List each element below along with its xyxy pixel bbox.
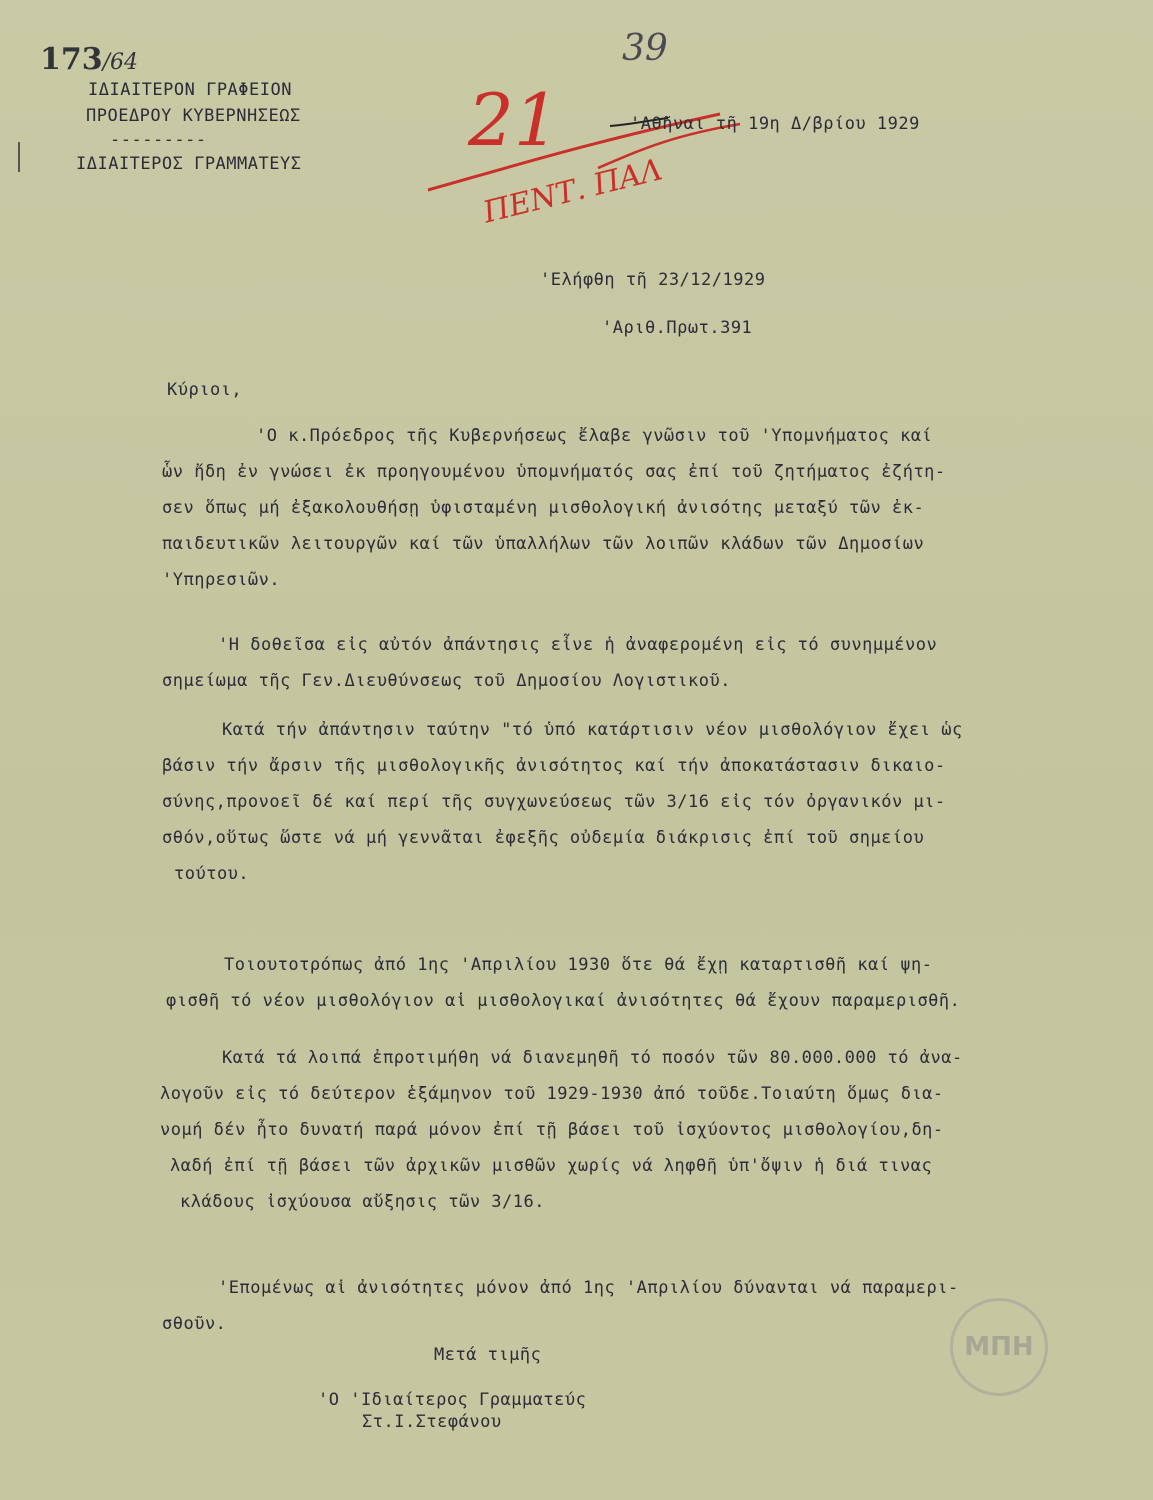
paragraph-line: νομή δέν ἦτο δυνατή παρά μόνον ἐπί τῇ βάσει τοῦ ἰσχύοντος μισθολογίου,δη- [160, 1120, 944, 1140]
paragraph-1 [100, 418, 1140, 598]
paragraph-line: τούτου. [174, 864, 250, 884]
archive-subnumber: /64 [102, 50, 139, 75]
paragraph-line: φισθῆ τό νέον μισθολόγιον αἱ μισθολογικαί ἀνισότητες θά ἔχουν παραμερισθῆ. [166, 991, 961, 1011]
signature-title: 'Ο 'Ιδιαίτερος Γραμματεύς [318, 1390, 587, 1410]
salutation: Κύριοι, [167, 380, 243, 400]
header-office: ΙΔΙΑΙΤΕΡΟΝ ΓΡΑΦΕΙΟΝ [88, 80, 292, 100]
red-annotation-number: 21 [468, 78, 560, 162]
date-line: 'Αθῆναι τῆ 19η Δ/βρίου 1929 [630, 114, 920, 134]
paragraph-line: 'Η δοθεῖσα εἰς αὐτόν ἀπάντησις εἶνε ἡ ἀναφερομένη εἰς τό συνημμένον [218, 635, 938, 655]
paragraph-line: σεν ὅπως μή ἐξακολουθήσῃ ὑφισταμένη μισθολογική ἀνισότης μεταξύ τῶν ἐκ- [162, 498, 925, 518]
paragraph-line: σθόν,οὕτως ὥστε νά μή γεννᾶται ἐφεξῆς οὐδεμία διάκρισις ἐπί τοῦ σημείου [162, 828, 925, 848]
paragraph-line: σθοῦν. [162, 1314, 227, 1334]
paragraph-4 [100, 947, 1140, 1019]
header-divider: --------- [110, 130, 207, 150]
paragraph-3 [100, 712, 1140, 892]
paragraph-line: 'Ο κ.Πρόεδρος τῆς Κυβερνήσεως ἔλαβε γνῶσιν τοῦ 'Υπομνήματος καί [256, 426, 933, 446]
paragraph-5 [100, 1040, 1140, 1220]
paragraph-line: λογοῦν εἰς τό δεύτερον ἑξάμηνον τοῦ 1929-1930 ἀπό τοῦδε.Τοιαύτη ὅμως δια- [160, 1084, 944, 1104]
red-annotation-note: ΠΕΝΤ. ΠΑΛ [479, 152, 666, 231]
archive-reference [40, 42, 138, 77]
paragraph-line: βάσιν τήν ἄρσιν τῆς μισθολογικῆς ἀνισότητος καί τήν ἀποκατάστασιν δικαιο- [162, 756, 946, 776]
closing: Μετά τιμῆς [434, 1345, 542, 1365]
paragraph-line: σύνης,προνοεῖ δέ καί περί τῆς συγχωνεύσεως τῶν 3/16 εἰς τόν ὀργανικόν μι- [162, 792, 946, 812]
grey-annotation-number: 39 [622, 28, 668, 69]
paragraph-line: κλάδους ἰσχύουσα αὔξησις τῶν 3/16. [180, 1192, 545, 1212]
paragraph-line: Κατά τήν ἀπάντησιν ταύτην "τό ὑπό κατάρτισιν νέον μισθολόγιον ἔχει ὡς [222, 720, 963, 740]
archive-number: 173 [40, 42, 103, 77]
signature-name: Στ.Ι.Στεφάνου [362, 1412, 502, 1432]
paragraph-line: Τοιουτοτρόπως ἀπό 1ης 'Απριλίου 1930 ὅτε θά ἔχῃ καταρτισθῆ καί ψη- [224, 955, 933, 975]
header-secretary: ΙΔΙΑΙΤΕΡΟΣ ΓΡΑΜΜΑΤΕΥΣ [76, 154, 302, 174]
archive-stamp-text: ΜΠΗ [964, 1332, 1034, 1362]
red-strike-marks [420, 70, 750, 230]
header-presidency: ΠΡΟΕΔΡΟΥ ΚΥΒΕΡΝΗΣΕΩΣ [86, 106, 301, 126]
paragraph-2 [100, 627, 1140, 699]
archive-stamp [950, 1298, 1048, 1396]
paragraph-line: 'Υπηρεσιῶν. [162, 570, 281, 590]
paragraph-line: σημείωμα τῆς Γεν.Διευθύνσεως τοῦ Δημοσίου Λογιστικοῦ. [162, 671, 731, 691]
paragraph-line: 'Επομένως αἱ ἀνισότητες μόνον ἀπό 1ης 'Απριλίου δύνανται νά παραμερι- [218, 1278, 959, 1298]
received-line: 'Ελήφθη τῆ 23/12/1929 [540, 270, 766, 290]
margin-mark [18, 142, 20, 172]
paragraph-line: λαδή ἐπί τῇ βάσει τῶν ἀρχικῶν μισθῶν χωρίς νά ληφθῆ ὑπ'ὄψιν ἡ διά τινας [170, 1156, 933, 1176]
paragraph-line: Κατά τά λοιπά ἐπροτιμήθη νά διανεμηθῆ τό ποσόν τῶν 80.000.000 τό ἀνα- [222, 1048, 963, 1068]
protocol-line: 'Αριθ.Πρωτ.391 [602, 318, 753, 338]
paragraph-line: παιδευτικῶν λειτουργῶν καί τῶν ὑπαλλήλων τῶν λοιπῶν κλάδων τῶν Δημοσίων [162, 534, 925, 554]
paragraph-line: ὧν ἤδη ἐν γνώσει ἐκ προηγουμένου ὑπομνήματός σας ἐπί τοῦ ζητήματος ἐζήτη- [162, 462, 946, 482]
